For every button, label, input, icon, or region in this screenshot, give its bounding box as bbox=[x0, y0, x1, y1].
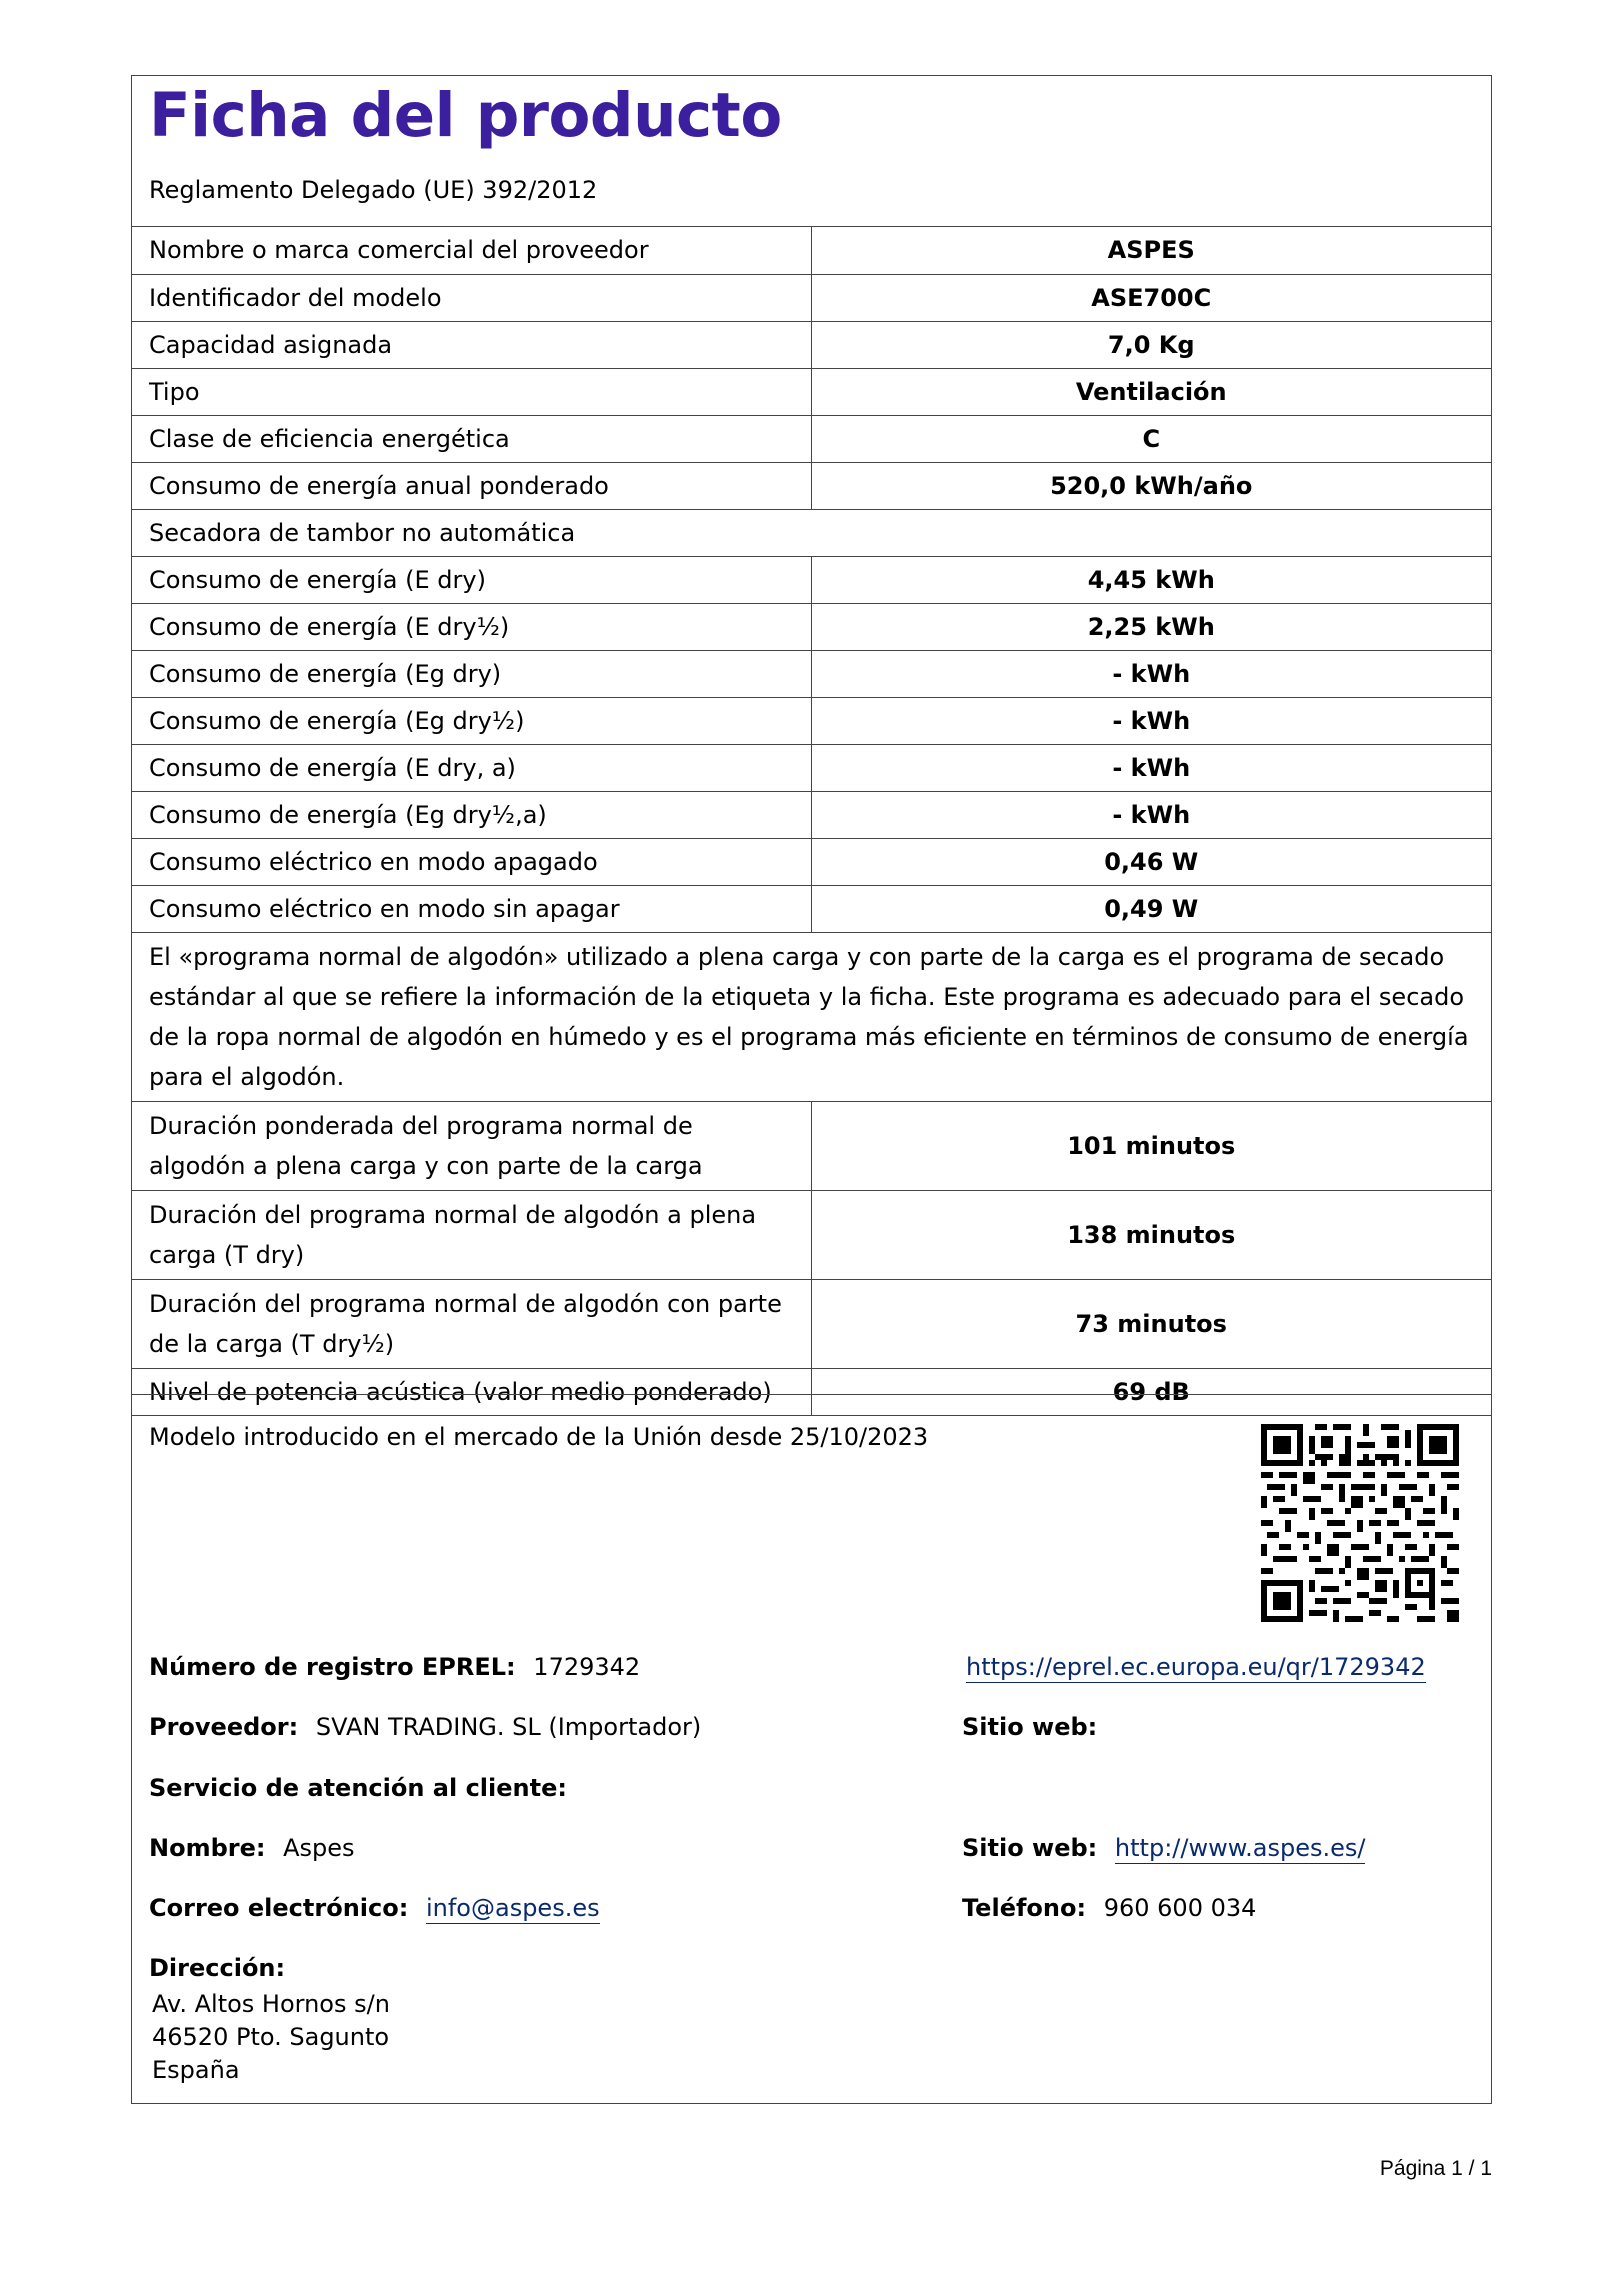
row-value: 2,25 kWh bbox=[811, 603, 1491, 650]
row-value: 7,0 Kg bbox=[811, 321, 1491, 368]
row-value: - kWh bbox=[811, 791, 1491, 838]
row-value: ASPES bbox=[811, 227, 1491, 274]
table-row bbox=[132, 932, 1491, 1101]
email-label: Correo electrónico: bbox=[149, 1894, 409, 1922]
row-value: Ventilación bbox=[811, 368, 1491, 415]
row-value: - kWh bbox=[811, 650, 1491, 697]
table-row bbox=[132, 744, 1491, 791]
row-value: 101 minutos bbox=[811, 1101, 1491, 1190]
name-label: Nombre: bbox=[149, 1834, 266, 1862]
eprel-registration bbox=[149, 1653, 640, 1681]
table-row bbox=[132, 1101, 1491, 1190]
row-label: Consumo de energía (E dry) bbox=[132, 556, 811, 603]
row-value: 0,49 W bbox=[811, 885, 1491, 932]
regulation-reference: Reglamento Delegado (UE) 392/2012 bbox=[149, 176, 598, 204]
row-value: 69 dB bbox=[1112, 1377, 1190, 1406]
table-row bbox=[132, 274, 1491, 321]
contact-website-row bbox=[962, 1834, 1365, 1862]
dryer-type-note: Secadora de tambor no automática bbox=[132, 509, 1491, 556]
row-label: Consumo eléctrico en modo apagado bbox=[132, 838, 811, 885]
row-label: Consumo de energía (E dry½) bbox=[132, 603, 811, 650]
address-line: Av. Altos Hornos s/n bbox=[152, 1990, 390, 2018]
row-label: Duración ponderada del programa normal de algodón a plena carga y con parte de la carga bbox=[132, 1101, 811, 1190]
qr-code-icon[interactable] bbox=[1261, 1424, 1459, 1622]
address-label: Dirección: bbox=[149, 1954, 286, 1982]
email-link[interactable]: info@aspes.es bbox=[425, 1894, 600, 1922]
table-row bbox=[132, 650, 1491, 697]
row-label: Consumo de energía (Eg dry½,a) bbox=[132, 791, 811, 838]
row-label: Nivel de potencia acústica (valor medio ponderado) bbox=[132, 1368, 811, 1415]
row-label: Duración del programa normal de algodón a plena carga (T dry) bbox=[132, 1190, 811, 1279]
table-row bbox=[132, 838, 1491, 885]
website-label: Sitio web: bbox=[962, 1834, 1098, 1862]
supplier-info-box bbox=[131, 1394, 1492, 2104]
customer-service-heading: Servicio de atención al cliente: bbox=[149, 1774, 567, 1802]
page-number: Página 1 / 1 bbox=[1379, 2157, 1492, 2180]
table-row bbox=[132, 791, 1491, 838]
row-label: Consumo eléctrico en modo sin apagar bbox=[132, 885, 811, 932]
supplier-label: Proveedor: bbox=[149, 1713, 299, 1741]
table-row bbox=[132, 462, 1491, 509]
market-date: Modelo introducido en el mercado de la Unión desde 25/10/2023 bbox=[149, 1423, 929, 1451]
row-value: C bbox=[811, 415, 1491, 462]
table-row bbox=[132, 509, 1491, 556]
phone-label: Teléfono: bbox=[962, 1894, 1087, 1922]
row-label: Tipo bbox=[132, 368, 811, 415]
supplier-name: SVAN TRADING. SL (Importador) bbox=[315, 1713, 702, 1741]
table-row bbox=[132, 227, 1491, 274]
table-row bbox=[132, 368, 1491, 415]
row-label: Consumo de energía (Eg dry½) bbox=[132, 697, 811, 744]
row-label: Capacidad asignada bbox=[132, 321, 811, 368]
eprel-link[interactable]: https://eprel.ec.europa.eu/qr/1729342 bbox=[966, 1653, 1426, 1681]
row-value: ASE700C bbox=[811, 274, 1491, 321]
row-label: Nombre o marca comercial del proveedor bbox=[132, 227, 811, 274]
row-value: 73 minutos bbox=[811, 1279, 1491, 1368]
table-row bbox=[132, 697, 1491, 744]
supplier-website-label: Sitio web: bbox=[962, 1713, 1098, 1741]
table-row bbox=[132, 1190, 1491, 1279]
table-row bbox=[132, 603, 1491, 650]
address-line: 46520 Pto. Sagunto bbox=[152, 2023, 390, 2051]
phone-row bbox=[962, 1894, 1256, 1922]
row-label: Consumo de energía anual ponderado bbox=[132, 462, 811, 509]
address-line: España bbox=[152, 2056, 240, 2084]
contact-name-row bbox=[149, 1834, 355, 1862]
table-row bbox=[132, 415, 1491, 462]
row-label: Identificador del modelo bbox=[132, 274, 811, 321]
page-title: Ficha del producto bbox=[149, 80, 782, 151]
row-value: - kWh bbox=[811, 697, 1491, 744]
row-value: 0,46 W bbox=[811, 838, 1491, 885]
website-link[interactable]: http://www.aspes.es/ bbox=[1114, 1834, 1366, 1862]
product-sheet bbox=[131, 75, 1492, 1416]
supplier-row bbox=[149, 1713, 701, 1741]
contact-name: Aspes bbox=[283, 1834, 355, 1862]
table-row bbox=[132, 885, 1491, 932]
table-row bbox=[132, 1279, 1491, 1368]
row-value: - kWh bbox=[811, 744, 1491, 791]
row-label: Clase de eficiencia energética bbox=[132, 415, 811, 462]
table-row bbox=[132, 321, 1491, 368]
eprel-number: 1729342 bbox=[533, 1653, 641, 1681]
row-label: Consumo de energía (E dry, a) bbox=[132, 744, 811, 791]
row-value: 4,45 kWh bbox=[811, 556, 1491, 603]
row-label: Duración del programa normal de algodón con parte de la carga (T dry½) bbox=[132, 1279, 811, 1368]
row-label: Consumo de energía (Eg dry) bbox=[132, 650, 811, 697]
eprel-url[interactable] bbox=[966, 1653, 1426, 1681]
phone-number: 960 600 034 bbox=[1103, 1894, 1257, 1922]
row-value: 138 minutos bbox=[811, 1190, 1491, 1279]
table-row bbox=[132, 556, 1491, 603]
spec-table bbox=[132, 227, 1491, 1415]
row-value: 520,0 kWh/año bbox=[811, 462, 1491, 509]
program-note: El «programa normal de algodón» utilizado a plena carga y con parte de la carga es el programa de secado estándar al que se refiere la información de la etiqueta y la ficha. Este programa es adecuado para el secado de la ropa normal de algodón en húmedo y es el programa más eficiente en términos de consumo de energía para el algodón. bbox=[132, 932, 1491, 1101]
eprel-label: Número de registro EPREL: bbox=[149, 1653, 516, 1681]
title-block bbox=[132, 76, 1491, 227]
email-row bbox=[149, 1894, 600, 1922]
